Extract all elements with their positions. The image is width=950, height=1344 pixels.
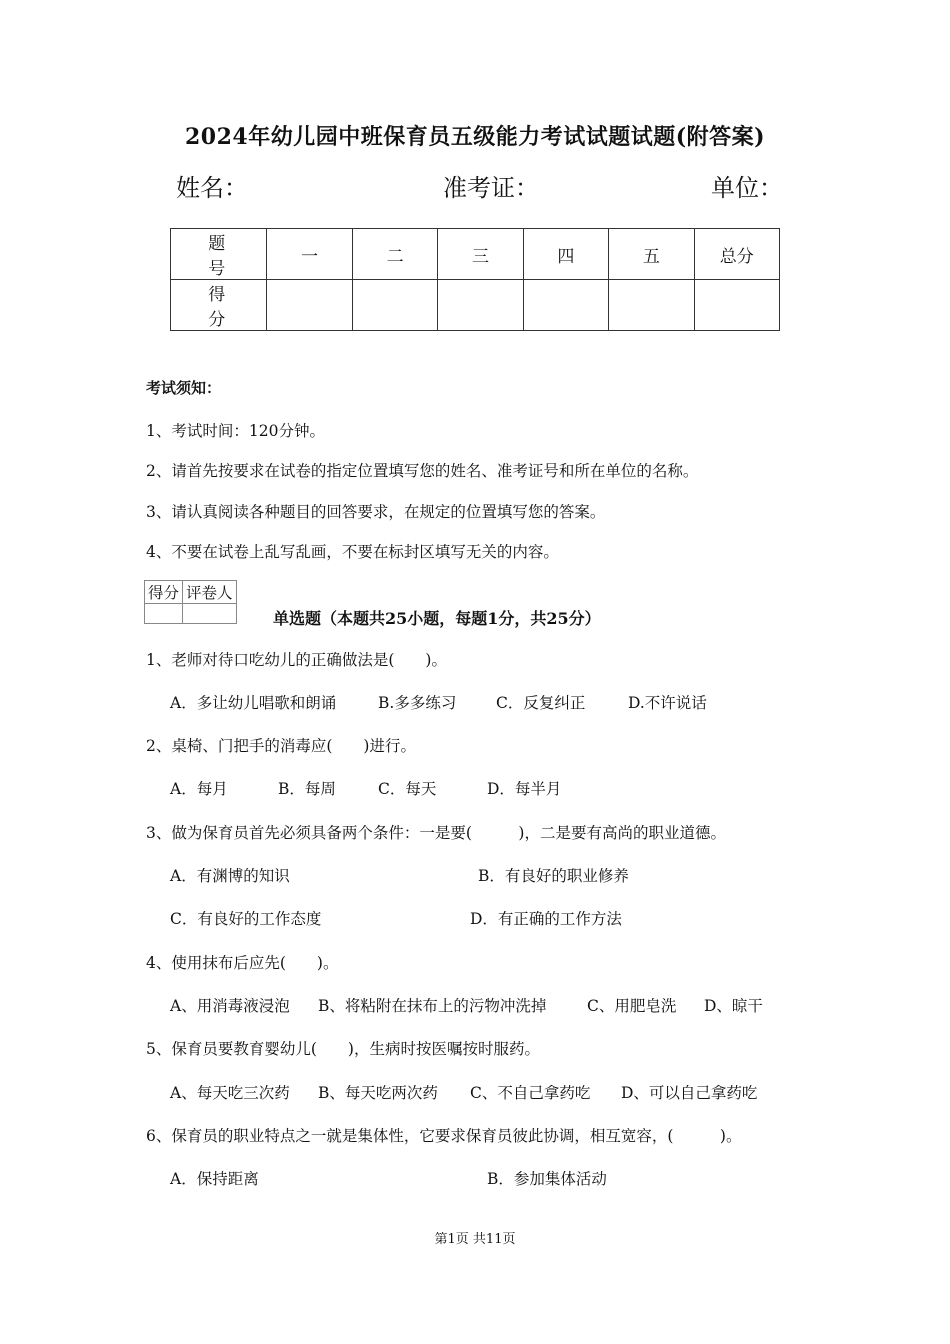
question-option: B、将粘附在抹布上的污物冲洗掉 xyxy=(318,997,547,1015)
question-stem: 4、使用抹布后应先( )。 xyxy=(146,954,339,972)
question-stem: 3、做为保育员首先必须具备两个条件：一是要( )，二是要有高尚的职业道德。 xyxy=(146,824,726,842)
grader-reviewer-cell[interactable] xyxy=(183,604,237,624)
question-option: A、用消毒液浸泡 xyxy=(170,997,290,1015)
grader-reviewer-label: 评卷人 xyxy=(183,581,237,604)
score-table-col-4: 四 xyxy=(523,229,608,280)
question-option: C、不自己拿药吃 xyxy=(470,1084,591,1102)
unit-field-label: 单位： xyxy=(711,174,783,202)
question-option: A．每月 xyxy=(170,780,228,798)
question-option: A．有渊博的知识 xyxy=(170,867,290,885)
grader-box xyxy=(144,580,237,624)
score-table-col-total: 总分 xyxy=(694,229,779,280)
question-option: D．有正确的工作方法 xyxy=(470,910,622,928)
question-option: C．有良好的工作态度 xyxy=(170,910,322,928)
name-field-label: 姓名： xyxy=(176,174,248,202)
section-title: 单选题（本题共25小题，每题1分，共25分） xyxy=(273,609,601,628)
score-table-score-row xyxy=(171,280,780,331)
question-option: B.多多练习 xyxy=(378,694,457,712)
question-option: A．多让幼儿唱歌和朗诵 xyxy=(170,694,337,712)
score-table-header-row xyxy=(171,229,780,280)
question-option: A、每天吃三次药 xyxy=(170,1084,290,1102)
page-footer: 第1页 共11页 xyxy=(434,1232,516,1247)
score-table-col-1: 一 xyxy=(267,229,352,280)
question-option: A．保持距离 xyxy=(170,1170,259,1188)
score-cell[interactable] xyxy=(609,280,694,331)
notice-item: 1、考试时间：120分钟。 xyxy=(146,422,325,440)
score-table-header-label: 题 号 xyxy=(171,229,267,280)
notice-item: 4、不要在试卷上乱写乱画，不要在标封区填写无关的内容。 xyxy=(146,543,559,561)
score-table-score-label: 得 分 xyxy=(171,280,267,331)
question-stem: 5、保育员要教育婴幼儿( )，生病时按医嘱按时服药。 xyxy=(146,1040,540,1058)
question-option: B．每周 xyxy=(278,780,336,798)
question-option: D、可以自己拿药吃 xyxy=(621,1084,758,1102)
question-option: B．参加集体活动 xyxy=(487,1170,607,1188)
grader-score-cell[interactable] xyxy=(145,604,183,624)
question-stem: 6、保育员的职业特点之一就是集体性，它要求保育员彼此协调，相互宽容，( )。 xyxy=(146,1127,742,1145)
score-table-col-2: 二 xyxy=(352,229,437,280)
question-option: C．反复纠正 xyxy=(496,694,586,712)
question-option: B、每天吃两次药 xyxy=(318,1084,438,1102)
score-table-col-3: 三 xyxy=(438,229,523,280)
exam-number-field-label: 准考证： xyxy=(443,174,539,202)
question-option: B．有良好的职业修养 xyxy=(478,867,629,885)
grader-score-label: 得分 xyxy=(145,581,183,604)
score-table-col-5: 五 xyxy=(609,229,694,280)
page-title: 2024年幼儿园中班保育员五级能力考试试题试题(附答案) xyxy=(184,124,766,150)
notice-item: 3、请认真阅读各种题目的回答要求，在规定的位置填写您的答案。 xyxy=(146,503,606,521)
score-cell[interactable] xyxy=(267,280,352,331)
question-stem: 2、桌椅、门把手的消毒应( )进行。 xyxy=(146,737,416,755)
question-option: D．每半月 xyxy=(487,780,562,798)
notice-item: 2、请首先按要求在试卷的指定位置填写您的姓名、准考证号和所在单位的名称。 xyxy=(146,462,699,480)
question-stem: 1、老师对待口吃幼儿的正确做法是( )。 xyxy=(146,651,447,669)
question-option: D、晾干 xyxy=(704,997,763,1015)
score-cell[interactable] xyxy=(352,280,437,331)
question-option: C、用肥皂洗 xyxy=(587,997,677,1015)
score-table xyxy=(170,228,780,331)
question-option: C．每天 xyxy=(378,780,437,798)
score-cell[interactable] xyxy=(523,280,608,331)
score-cell-total[interactable] xyxy=(694,280,779,331)
notice-heading: 考试须知： xyxy=(146,379,222,397)
question-option: D.不许说话 xyxy=(628,694,707,712)
score-cell[interactable] xyxy=(438,280,523,331)
